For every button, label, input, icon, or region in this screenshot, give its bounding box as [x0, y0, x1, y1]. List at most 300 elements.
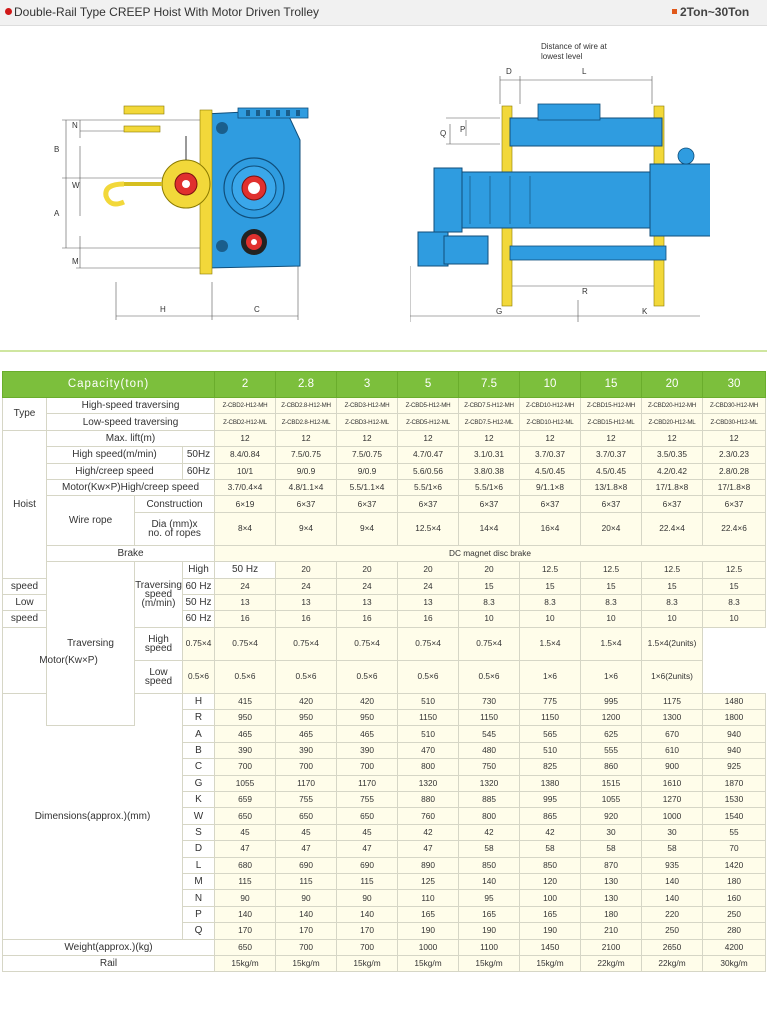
- value-cell: 6×37: [459, 496, 520, 512]
- dimension-key: C: [183, 759, 215, 775]
- value-cell: 880: [398, 792, 459, 808]
- value-cell: 165: [398, 906, 459, 922]
- value-cell: 510: [520, 742, 581, 758]
- value-cell: 700: [276, 939, 337, 955]
- value-cell: 510: [398, 726, 459, 742]
- value-cell: 890: [398, 857, 459, 873]
- value-cell: 45: [215, 824, 276, 840]
- spec-table: [2, 371, 766, 972]
- value-cell: 190: [398, 923, 459, 939]
- value-cell: 870: [581, 857, 642, 873]
- value-cell: 659: [215, 792, 276, 808]
- hoist-label: Hoist: [3, 430, 47, 578]
- value-cell: 10: [642, 611, 703, 627]
- value-cell: 15: [703, 578, 766, 594]
- note-line-1: Distance of wire at: [541, 42, 607, 51]
- high-speed-label: High speed(m/min): [47, 447, 183, 463]
- value-cell: 1.5×4: [581, 627, 642, 660]
- value-cell: 22kg/m: [642, 955, 703, 971]
- value-cell: 650: [215, 939, 276, 955]
- value-cell: 700: [215, 759, 276, 775]
- value-cell: Z-CBD3-H12-ML: [337, 414, 398, 430]
- capacity-cell: 30: [703, 372, 766, 398]
- value-cell: 465: [337, 726, 398, 742]
- value-cell: 55: [703, 824, 766, 840]
- value-cell: 45: [337, 824, 398, 840]
- value-cell: 1055: [581, 792, 642, 808]
- value-cell: 120: [520, 873, 581, 889]
- value-cell: 800: [459, 808, 520, 824]
- hoist-speed-60-row: [3, 463, 766, 479]
- value-cell: 15: [581, 578, 642, 594]
- construction-row: [3, 496, 766, 512]
- value-cell: 13: [215, 594, 276, 610]
- value-cell: 20: [398, 562, 459, 578]
- value-cell: 42: [459, 824, 520, 840]
- value-cell: 9×4: [337, 512, 398, 545]
- value-cell: 775: [520, 693, 581, 709]
- value-cell: 1800: [703, 710, 766, 726]
- value-cell: 755: [276, 792, 337, 808]
- value-cell: 190: [459, 923, 520, 939]
- value-cell: Z-CBD5-H12-ML: [398, 414, 459, 430]
- value-cell: 1450: [520, 939, 581, 955]
- value-cell: 0.5×6: [276, 660, 337, 693]
- value-cell: 15kg/m: [459, 955, 520, 971]
- value-cell: 1100: [459, 939, 520, 955]
- value-cell: 15kg/m: [276, 955, 337, 971]
- value-cell: 950: [276, 710, 337, 726]
- value-cell: 16: [398, 611, 459, 627]
- value-cell: 390: [337, 742, 398, 758]
- value-cell: 1.5×4(2units): [642, 627, 703, 660]
- dimension-key: K: [183, 792, 215, 808]
- value-cell: 30: [581, 824, 642, 840]
- value-cell: 1540: [703, 808, 766, 824]
- value-cell: 1000: [398, 939, 459, 955]
- value-cell: 13: [398, 594, 459, 610]
- weight-row: [3, 939, 766, 955]
- value-cell: 20: [459, 562, 520, 578]
- value-cell: 650: [276, 808, 337, 824]
- value-cell: 10/1: [215, 463, 276, 479]
- value-cell: 0.75×4: [337, 627, 398, 660]
- value-cell: 555: [581, 742, 642, 758]
- value-cell: 1150: [398, 710, 459, 726]
- value-cell: Z-CBD10-H12-ML: [520, 414, 581, 430]
- value-cell: 925: [703, 759, 766, 775]
- hoist-speed-50-row: [3, 447, 766, 463]
- dim-label-g: G: [496, 307, 503, 316]
- value-cell: 42: [520, 824, 581, 840]
- value-cell: 390: [215, 742, 276, 758]
- value-cell: 1000: [642, 808, 703, 824]
- traversing-label: Traversing: [47, 562, 135, 726]
- value-cell: 15kg/m: [398, 955, 459, 971]
- value-cell: 470: [398, 742, 459, 758]
- value-cell: 0.75×4: [398, 627, 459, 660]
- type-high-row: [3, 398, 766, 414]
- value-cell: 140: [642, 890, 703, 906]
- value-cell: 12.5: [581, 562, 642, 578]
- value-cell: Z-CBD10-H12-MH: [520, 398, 581, 414]
- value-cell: 670: [642, 726, 703, 742]
- dimension-row: [3, 693, 766, 709]
- value-cell: 12: [703, 430, 766, 446]
- value-cell: 12.5: [703, 562, 766, 578]
- value-cell: 850: [459, 857, 520, 873]
- value-cell: 3.5/0.35: [642, 447, 703, 463]
- dia-label: Dia (mm)x no. of ropes: [135, 512, 215, 545]
- dimension-key: W: [183, 808, 215, 824]
- value-cell: 90: [215, 890, 276, 906]
- value-cell: 140: [215, 906, 276, 922]
- high-speed-short-label: High speed: [135, 627, 183, 660]
- capacity-cell: 3: [337, 372, 398, 398]
- value-cell: 690: [337, 857, 398, 873]
- high-speed-traversing-label: High-speed traversing: [47, 398, 215, 414]
- value-cell: 610: [642, 742, 703, 758]
- capacity-cell: 2.8: [276, 372, 337, 398]
- value-cell: 70: [703, 841, 766, 857]
- value-cell: 20: [276, 562, 337, 578]
- brake-label: Brake: [47, 545, 215, 561]
- value-cell: 13: [337, 594, 398, 610]
- value-cell: 1515: [581, 775, 642, 791]
- value-cell: Z-CBD2-H12-ML: [215, 414, 276, 430]
- capacity-cell: 15: [581, 372, 642, 398]
- value-cell: 12: [520, 430, 581, 446]
- value-cell: 0.75×4: [276, 627, 337, 660]
- value-cell: 700: [337, 939, 398, 955]
- value-cell: 2650: [642, 939, 703, 955]
- value-cell: 6×37: [398, 496, 459, 512]
- value-cell: 140: [459, 873, 520, 889]
- note-line-2: lowest level: [541, 52, 583, 61]
- value-cell: 8×4: [215, 512, 276, 545]
- value-cell: 24: [398, 578, 459, 594]
- value-cell: 1170: [276, 775, 337, 791]
- value-cell: 115: [215, 873, 276, 889]
- value-cell: 390: [276, 742, 337, 758]
- value-cell: 165: [520, 906, 581, 922]
- value-cell: Z-CBD20-H12-MH: [642, 398, 703, 414]
- dim-label-c: C: [254, 305, 260, 314]
- value-cell: 6×37: [703, 496, 766, 512]
- value-cell: 2100: [581, 939, 642, 955]
- header-row: [3, 372, 766, 398]
- value-cell: 3.7/0.37: [520, 447, 581, 463]
- value-cell: 1150: [520, 710, 581, 726]
- value-cell: 700: [276, 759, 337, 775]
- value-cell: 650: [215, 808, 276, 824]
- front-view-drawing: [410, 36, 710, 326]
- value-cell: 935: [642, 857, 703, 873]
- value-cell: 9/0.9: [337, 463, 398, 479]
- value-cell: 12: [337, 430, 398, 446]
- value-cell: 15kg/m: [337, 955, 398, 971]
- value-cell: 0.5×6: [183, 660, 215, 693]
- value-cell: 1270: [642, 792, 703, 808]
- hz-60-label: 60Hz: [183, 463, 215, 479]
- value-cell: 5.5/1.1×4: [337, 479, 398, 495]
- value-cell: 210: [581, 923, 642, 939]
- value-cell: Z-CBD30-H12-ML: [703, 414, 766, 430]
- value-cell: 22kg/m: [581, 955, 642, 971]
- value-cell: 950: [337, 710, 398, 726]
- value-cell: 3.8/0.38: [459, 463, 520, 479]
- max-lift-label: Max. lift(m): [47, 430, 215, 446]
- value-cell: 24: [337, 578, 398, 594]
- dimensions-label: Dimensions(approx.)(mm): [3, 693, 183, 939]
- value-cell: 220: [642, 906, 703, 922]
- section-divider: [0, 350, 767, 352]
- value-cell: 12.5: [520, 562, 581, 578]
- dim-label-m: M: [72, 257, 79, 266]
- value-cell: 170: [337, 923, 398, 939]
- value-cell: 24: [276, 578, 337, 594]
- value-cell: 10: [703, 611, 766, 627]
- value-cell: 700: [337, 759, 398, 775]
- value-cell: 0.5×6: [337, 660, 398, 693]
- dim-label-a: A: [54, 209, 60, 218]
- value-cell: 16: [337, 611, 398, 627]
- value-cell: 8.3: [703, 594, 766, 610]
- value-cell: 15kg/m: [215, 955, 276, 971]
- value-cell: 110: [398, 890, 459, 906]
- dimension-key: N: [183, 890, 215, 906]
- value-cell: 17/1.8×8: [703, 479, 766, 495]
- value-cell: 90: [337, 890, 398, 906]
- brake-row: [3, 545, 766, 561]
- dimension-key: Q: [183, 923, 215, 939]
- value-cell: 1200: [581, 710, 642, 726]
- rail-row: [3, 955, 766, 971]
- value-cell: 12: [642, 430, 703, 446]
- value-cell: Z-CBD2.8-H12-ML: [276, 414, 337, 430]
- value-cell: 4200: [703, 939, 766, 955]
- value-cell: 180: [581, 906, 642, 922]
- value-cell: 170: [215, 923, 276, 939]
- value-cell: 14×4: [459, 512, 520, 545]
- value-cell: 2.3/0.23: [703, 447, 766, 463]
- value-cell: 995: [520, 792, 581, 808]
- capacity-header: Capacity(ton): [3, 372, 215, 398]
- value-cell: 24: [215, 578, 276, 594]
- value-cell: 825: [520, 759, 581, 775]
- value-cell: 6×37: [642, 496, 703, 512]
- value-cell: 1175: [642, 693, 703, 709]
- value-cell: 995: [581, 693, 642, 709]
- value-cell: 1610: [642, 775, 703, 791]
- value-cell: 1150: [459, 710, 520, 726]
- value-cell: 420: [276, 693, 337, 709]
- value-cell: 280: [703, 923, 766, 939]
- value-cell: 6×19: [215, 496, 276, 512]
- hz-50-label: 50 Hz: [215, 562, 276, 578]
- value-cell: 6×37: [337, 496, 398, 512]
- value-cell: 15: [459, 578, 520, 594]
- value-cell: 4.7/0.47: [398, 447, 459, 463]
- hz-60-label: 60 Hz: [183, 578, 215, 594]
- dimension-key: B: [183, 742, 215, 758]
- value-cell: 8.4/0.84: [215, 447, 276, 463]
- hz-60-label: 60 Hz: [183, 611, 215, 627]
- speed-label: speed: [3, 578, 47, 594]
- value-cell: 1170: [337, 775, 398, 791]
- value-cell: 9/0.9: [276, 463, 337, 479]
- value-cell: 4.5/0.45: [520, 463, 581, 479]
- value-cell: 95: [459, 890, 520, 906]
- value-cell: 6×37: [276, 496, 337, 512]
- dimension-key: P: [183, 906, 215, 922]
- value-cell: 6×37: [520, 496, 581, 512]
- value-cell: 58: [642, 841, 703, 857]
- value-cell: 940: [703, 726, 766, 742]
- value-cell: 465: [276, 726, 337, 742]
- value-cell: 47: [337, 841, 398, 857]
- value-cell: 1420: [703, 857, 766, 873]
- value-cell: 20: [337, 562, 398, 578]
- hz-50-label: 50 Hz: [183, 594, 215, 610]
- value-cell: 22.4×6: [703, 512, 766, 545]
- value-cell: 250: [642, 923, 703, 939]
- value-cell: 9/1.1×8: [520, 479, 581, 495]
- dim-label-b: B: [54, 145, 60, 154]
- value-cell: 850: [520, 857, 581, 873]
- value-cell: 58: [459, 841, 520, 857]
- value-cell: 12: [215, 430, 276, 446]
- value-cell: 950: [215, 710, 276, 726]
- value-cell: Z-CBD2-H12-MH: [215, 398, 276, 414]
- value-cell: 140: [642, 873, 703, 889]
- value-cell: 115: [337, 873, 398, 889]
- value-cell: 30kg/m: [703, 955, 766, 971]
- value-cell: Z-CBD7.5-H12-ML: [459, 414, 520, 430]
- value-cell: 1530: [703, 792, 766, 808]
- value-cell: 160: [703, 890, 766, 906]
- dimension-key: S: [183, 824, 215, 840]
- type-label: Type: [3, 398, 47, 431]
- trav-high-50-row: [3, 562, 766, 578]
- value-cell: 800: [398, 759, 459, 775]
- value-cell: 12: [581, 430, 642, 446]
- value-cell: 58: [520, 841, 581, 857]
- hoist-motor-label: Motor(Kw×P)High/creep speed: [47, 479, 215, 495]
- page-title: Double-Rail Type CREEP Hoist With Motor Driven Trolley: [14, 5, 319, 19]
- value-cell: 480: [459, 742, 520, 758]
- traversing-speed-label: Traversing speed (m/min): [135, 562, 183, 628]
- value-cell: 7.5/0.75: [337, 447, 398, 463]
- value-cell: 1055: [215, 775, 276, 791]
- dim-label-q: Q: [440, 129, 447, 138]
- value-cell: 415: [215, 693, 276, 709]
- value-cell: Z-CBD3-H12-MH: [337, 398, 398, 414]
- value-cell: 0.75×4: [459, 627, 520, 660]
- dimension-key: G: [183, 775, 215, 791]
- dimension-key: D: [183, 841, 215, 857]
- value-cell: 47: [398, 841, 459, 857]
- value-cell: 15: [520, 578, 581, 594]
- dimension-key: L: [183, 857, 215, 873]
- value-cell: Z-CBD7.5-H12-MH: [459, 398, 520, 414]
- traverse-motor-label: Motor(Kw×P): [3, 627, 135, 693]
- dim-label-r: R: [582, 287, 588, 296]
- value-cell: 1480: [703, 693, 766, 709]
- value-cell: 16×4: [520, 512, 581, 545]
- value-cell: 1320: [459, 775, 520, 791]
- side-view-diagram: [40, 36, 340, 326]
- value-cell: 1300: [642, 710, 703, 726]
- value-cell: 15kg/m: [520, 955, 581, 971]
- value-cell: 90: [276, 890, 337, 906]
- value-cell: 3.7/0.4×4: [215, 479, 276, 495]
- value-cell: 1320: [398, 775, 459, 791]
- orange-square-icon: [672, 9, 677, 14]
- value-cell: 47: [215, 841, 276, 857]
- wire-rope-label: Wire rope: [47, 496, 135, 545]
- max-lift-row: [3, 430, 766, 446]
- capacity-cell: 7.5: [459, 372, 520, 398]
- value-cell: 0.75×4: [183, 627, 215, 660]
- value-cell: 190: [520, 923, 581, 939]
- value-cell: Z-CBD2.8-H12-MH: [276, 398, 337, 414]
- value-cell: 760: [398, 808, 459, 824]
- brake-value: DC magnet disc brake: [215, 545, 766, 561]
- value-cell: 865: [520, 808, 581, 824]
- value-cell: 3.7/0.37: [581, 447, 642, 463]
- value-cell: 10: [520, 611, 581, 627]
- value-cell: Z-CBD15-H12-ML: [581, 414, 642, 430]
- value-cell: 1870: [703, 775, 766, 791]
- value-cell: 1380: [520, 775, 581, 791]
- weight-label: Weight(approx.)(kg): [3, 939, 215, 955]
- value-cell: 12.5×4: [398, 512, 459, 545]
- capacity-range: 2Ton~30Ton: [680, 5, 750, 19]
- front-view-diagram: [410, 36, 710, 326]
- value-cell: 100: [520, 890, 581, 906]
- hoist-motor-row: [3, 479, 766, 495]
- value-cell: 17/1.8×8: [642, 479, 703, 495]
- value-cell: 0.75×4: [215, 627, 276, 660]
- value-cell: 30: [642, 824, 703, 840]
- high-creep-speed-label: High/creep speed: [47, 463, 183, 479]
- value-cell: 12.5: [642, 562, 703, 578]
- value-cell: 42: [398, 824, 459, 840]
- value-cell: 565: [520, 726, 581, 742]
- red-bullet-icon: [5, 8, 12, 15]
- value-cell: 22.4×4: [642, 512, 703, 545]
- side-view-drawing: [40, 36, 340, 326]
- dim-label-d: D: [506, 67, 512, 76]
- value-cell: 690: [276, 857, 337, 873]
- value-cell: 5.6/0.56: [398, 463, 459, 479]
- value-cell: 9×4: [276, 512, 337, 545]
- low-speed-traversing-label: Low-speed traversing: [47, 414, 215, 430]
- dimension-key: H: [183, 693, 215, 709]
- value-cell: 860: [581, 759, 642, 775]
- value-cell: 4.8/1.1×4: [276, 479, 337, 495]
- value-cell: 10: [459, 611, 520, 627]
- value-cell: 130: [581, 890, 642, 906]
- value-cell: 8.3: [642, 594, 703, 610]
- high-label: High: [183, 562, 215, 578]
- value-cell: 165: [459, 906, 520, 922]
- dim-label-p: P: [460, 125, 466, 134]
- value-cell: 625: [581, 726, 642, 742]
- speed-label: speed: [3, 611, 47, 627]
- dim-label-l: L: [582, 67, 587, 76]
